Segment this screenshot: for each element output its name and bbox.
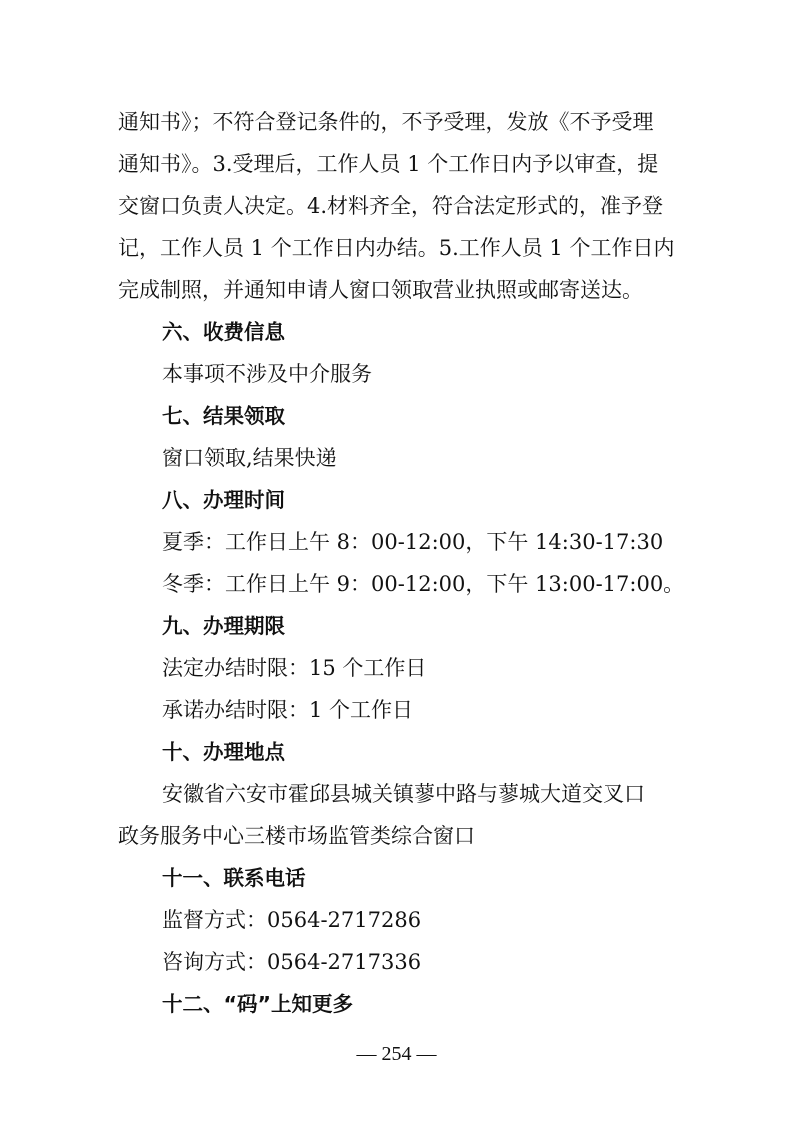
section-text-results: 窗口领取,结果快递 bbox=[162, 446, 337, 470]
promised-deadline-text: 承诺办结时限：1 个工作日 bbox=[162, 698, 414, 722]
body-text-line: 记，工作人员 1 个工作日内办结。5.工作人员 1 个工作日内 bbox=[118, 236, 675, 260]
consultation-phone-text: 咨询方式：0564-2717336 bbox=[162, 950, 422, 974]
body-text-line: 交窗口负责人决定。4.材料齐全，符合法定形式的，准予登 bbox=[118, 194, 664, 218]
section-heading-fees: 六、收费信息 bbox=[162, 320, 285, 344]
address-line: 安徽省六安市霍邱县城关镇蓼中路与蓼城大道交叉口 bbox=[162, 782, 645, 806]
statutory-deadline-text: 法定办结时限：15 个工作日 bbox=[162, 656, 427, 680]
section-heading-deadline: 九、办理期限 bbox=[162, 614, 285, 638]
summer-hours-text: 夏季：工作日上午 8：00-12:00，下午 14:30-17:30 bbox=[162, 530, 664, 554]
body-text-line: 通知书》。3.受理后，工作人员 1 个工作日内予以审查，提 bbox=[118, 152, 659, 176]
winter-hours-text: 冬季：工作日上午 9：00-12:00，下午 13:00-17:00。 bbox=[162, 572, 685, 596]
page-number: — 254 — bbox=[356, 1043, 437, 1065]
section-heading-results: 七、结果领取 bbox=[162, 404, 285, 428]
section-heading-hours: 八、办理时间 bbox=[162, 488, 285, 512]
body-text-line: 完成制照，并通知申请人窗口领取营业执照或邮寄送达。 bbox=[118, 278, 643, 302]
section-text-fees: 本事项不涉及中介服务 bbox=[162, 362, 372, 386]
body-text-line: 通知书》；不符合登记条件的，不予受理，发放《不予受理 bbox=[118, 110, 654, 134]
section-heading-more: 十二、“码”上知更多 bbox=[162, 992, 353, 1016]
section-heading-location: 十、办理地点 bbox=[162, 740, 285, 764]
supervision-phone-text: 监督方式：0564-2717286 bbox=[162, 908, 422, 932]
section-heading-contact: 十一、联系电话 bbox=[162, 866, 306, 890]
address-line: 政务服务中心三楼市场监管类综合窗口 bbox=[118, 824, 475, 848]
